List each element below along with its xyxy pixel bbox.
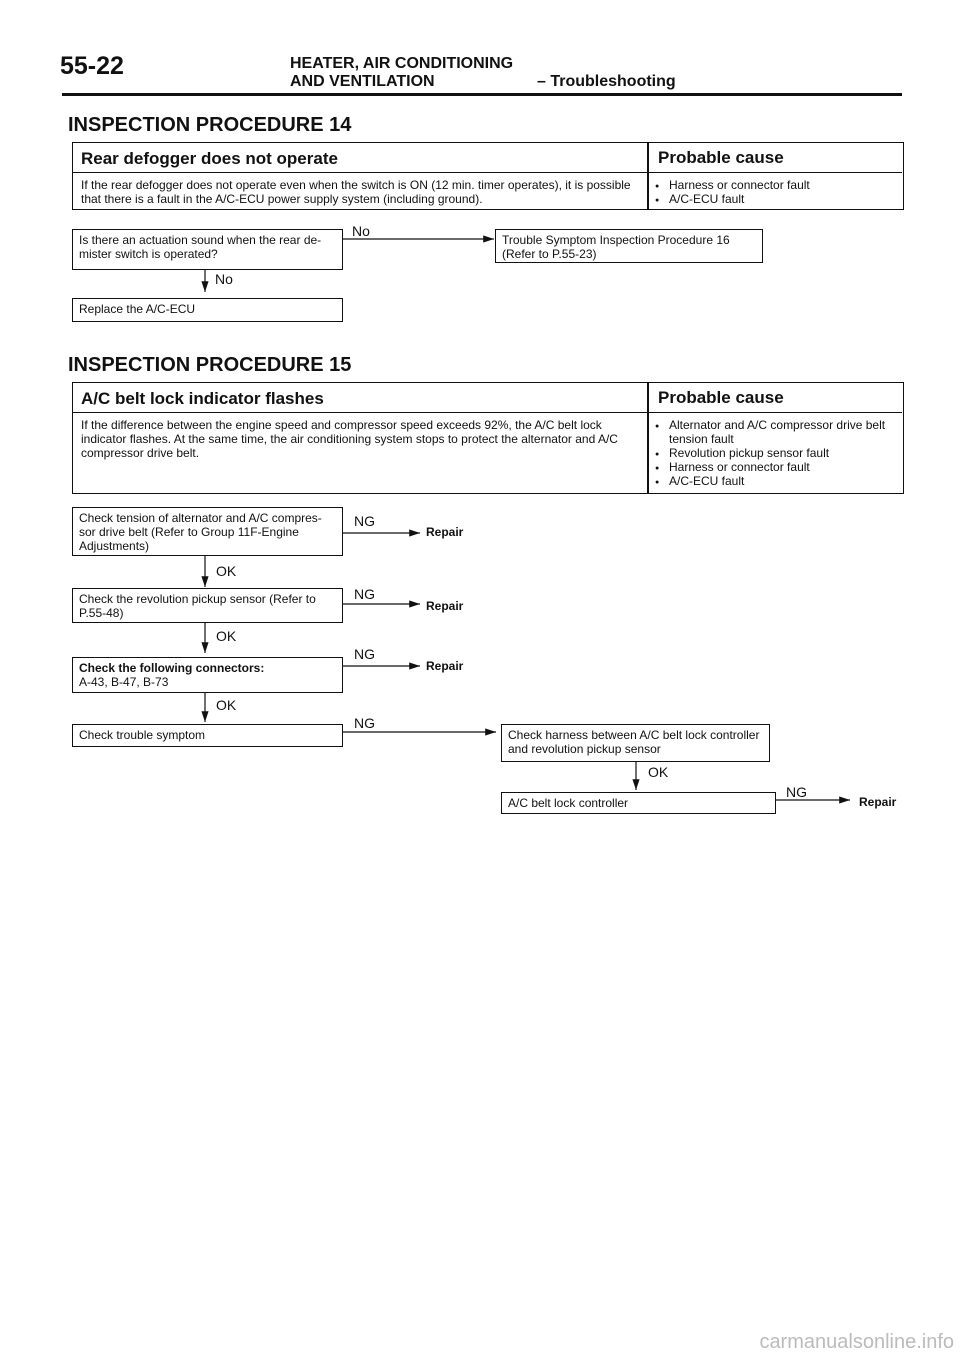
branch-label-ng: NG: [354, 715, 375, 731]
procedure-15-info-table: [72, 382, 904, 494]
branch-label-ng: NG: [354, 513, 375, 529]
branch-label-ok: OK: [216, 628, 237, 644]
probable-cause-label: Probable cause: [658, 388, 784, 407]
section-title-line2: AND VENTILATION: [290, 73, 435, 90]
footer-watermark[interactable]: carmanualsonline.info: [759, 1331, 954, 1353]
cause-item: ● Revolution pickup sensor fault: [653, 446, 898, 460]
table-divider-vertical: [647, 383, 649, 493]
branch-label-ok: OK: [216, 563, 237, 579]
procedure-14-heading: INSPECTION PROCEDURE 14: [68, 114, 352, 136]
result-repair: Repair: [859, 795, 897, 809]
p15-step-check-belt-tension: Check tension of alternator and A/C compres-sor drive belt (Refer to Group 11F-Engine Adjustments): [72, 507, 343, 556]
branch-label-ok: OK: [216, 697, 237, 713]
cause-item: ● A/C-ECU fault: [653, 474, 898, 488]
cause-item: ● Harness or connector fault: [653, 460, 898, 474]
branch-label-no: No: [215, 271, 233, 287]
p15-step-check-connectors: [72, 657, 343, 693]
cause-item: ● Alternator and A/C compressor drive belt tension fault: [653, 418, 898, 446]
branch-label-ng: NG: [354, 646, 375, 662]
result-repair: Repair: [426, 525, 464, 539]
branch-label-no: No: [352, 223, 370, 239]
page-number: 55-22: [60, 52, 124, 80]
symptom-description: If the rear defogger does not operate even when the switch is ON (12 min. timer operates), it is possible that there is a fault in the A/C-ECU power supply system (including ground).: [81, 178, 631, 206]
branch-label-ng: NG: [786, 784, 807, 800]
procedure-14-info-table: [72, 142, 904, 210]
probable-cause-label: Probable cause: [658, 148, 784, 167]
connectors-list: A-43, B-47, B-73: [79, 675, 169, 689]
p15-step-belt-lock-controller: A/C belt lock controller: [501, 792, 776, 814]
result-repair: Repair: [426, 599, 464, 613]
section-subtitle: – Troubleshooting: [537, 73, 676, 90]
p14-step-replace-ecu: Replace the A/C-ECU: [72, 298, 343, 322]
p14-result-refer-procedure-16: Trouble Symptom Inspection Procedure 16 (Refer to P.55-23): [495, 229, 763, 263]
probable-cause-list: [653, 178, 893, 206]
table-divider-horizontal: [73, 172, 902, 173]
branch-label-ng: NG: [354, 586, 375, 602]
symptom-description: If the difference between the engine speed and compressor speed exceeds 92%, the A/C belt lock indicator flashes. At the same time, the air conditioning system stops to protect the alternator and A/C compressor drive belt.: [81, 418, 618, 460]
symptom-title: A/C belt lock indicator flashes: [81, 389, 324, 408]
procedure-15-heading: INSPECTION PROCEDURE 15: [68, 354, 352, 376]
p14-step-actuation-sound: Is there an actuation sound when the rear de-mister switch is operated?: [72, 229, 343, 270]
result-repair: Repair: [426, 659, 464, 673]
cause-item: ● Harness or connector fault: [653, 178, 893, 192]
branch-label-ok: OK: [648, 764, 669, 780]
connectors-heading: Check the following connectors:: [79, 661, 265, 675]
p15-step-check-harness: Check harness between A/C belt lock controller and revolution pickup sensor: [501, 724, 770, 762]
probable-cause-list: [653, 418, 898, 488]
table-divider-vertical: [647, 143, 649, 209]
section-title-line1: HEATER, AIR CONDITIONING: [290, 55, 514, 72]
p15-step-check-pickup-sensor: Check the revolution pickup sensor (Refer to P.55-48): [72, 588, 343, 623]
symptom-title: Rear defogger does not operate: [81, 149, 338, 168]
table-divider-horizontal: [73, 412, 902, 413]
p15-step-check-trouble-symptom: Check trouble symptom: [72, 724, 343, 747]
cause-item: ● A/C-ECU fault: [653, 192, 893, 206]
